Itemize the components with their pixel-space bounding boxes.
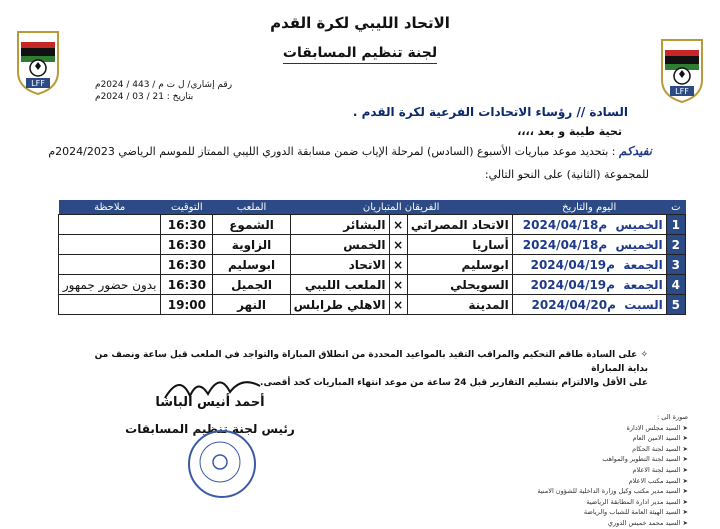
stadium: الزاوية <box>213 235 290 255</box>
vs-symbol: × <box>389 215 407 235</box>
table-header-row <box>59 200 686 215</box>
bullet-icon: ➤ <box>682 476 688 485</box>
bullet-icon: ➤ <box>682 518 688 527</box>
list-item: ➤ السيد لجنة الحكام <box>632 444 688 453</box>
official-stamp <box>188 430 256 498</box>
logo-text: LFF <box>675 87 689 96</box>
kickoff-time: 16:30 <box>161 275 213 295</box>
home-team: الاتحاد المصراتي <box>407 215 512 235</box>
vs-symbol: × <box>389 275 407 295</box>
bullet-icon: ➤ <box>682 487 688 496</box>
list-item: ➤ السيد الهيئة العامة للشباب والرياضة <box>583 508 688 517</box>
match-date: الخميس 2024/04/18م <box>512 215 666 235</box>
copies-list <box>528 412 688 529</box>
bullet-icon: ➤ <box>682 508 688 517</box>
instruction-line-2: على الأقل والالتزام بتسليم التقارير قبل 24 ساعة من موعد انتهاء المباريات كحد أقصى. <box>260 378 648 388</box>
list-item: ➤ السيد مدير ادارة المطابقة الرياضية <box>586 497 688 506</box>
signatory-title: رئيس لجنة تنظيم المسابقات <box>125 422 295 436</box>
match-date: الخميس 2024/04/18م <box>512 235 666 255</box>
list-item: ➤ السيد محمد خميس الدوري <box>607 518 688 527</box>
bullet-icon: ➤ <box>682 444 688 453</box>
match-number: 3 <box>666 255 685 275</box>
bullet-icon: ✧ <box>640 350 648 360</box>
away-team: البشائر <box>290 215 389 235</box>
addressee: السادة // رؤساء الاتحادات الفرعية لكرة القدم . <box>352 105 628 119</box>
match-schedule-table <box>58 200 686 315</box>
reference-number: رقم إشاري/ ل ت م / 443 / 2024م <box>95 80 233 90</box>
vs-symbol: × <box>389 255 407 275</box>
away-team: الملعب الليبي <box>290 275 389 295</box>
match-note <box>59 235 161 255</box>
col-teams: الفريقان المتباريان <box>290 200 512 215</box>
home-team: المدينة <box>407 295 512 315</box>
home-team: أساريا <box>407 235 512 255</box>
bullet-icon: ➤ <box>682 423 688 432</box>
stadium: النهر <box>213 295 290 315</box>
col-time: التوقيت <box>161 200 213 215</box>
away-team: الخمس <box>290 235 389 255</box>
col-num: ت <box>666 200 685 215</box>
greeting: تحية طيبة و بعد ،،،، <box>517 125 622 138</box>
list-item: ➤ السيد مدير مكتب وكيل وزارة الداخلية للشؤون الامنية <box>537 487 688 496</box>
away-team: الاتحاد <box>290 255 389 275</box>
bullet-icon: ➤ <box>682 434 688 443</box>
table-row <box>59 235 686 255</box>
body-line-1: نفيدكم : بتحديد موعد مباريات الأسبوع (السادس) لمرحلة الإياب ضمن مسابقة الدوري الليبي الممتاز للموسم الرياضي 2024/2023م <box>48 144 652 158</box>
table-row <box>59 215 686 235</box>
col-note: ملاحظة <box>59 200 161 215</box>
vs-symbol: × <box>389 295 407 315</box>
match-number: 5 <box>666 295 685 315</box>
instruction-line-1: ✧ على السادة طاقم التحكيم والمراقب التقيد بالمواعيد المحددة من انطلاق المباراة والتواجد في الملعب قبل ساعة ونصف من بداية المباراة <box>94 350 648 374</box>
copies-heading: صورة الى : <box>657 413 688 421</box>
list-item: ➤ السيد الامين العام <box>632 434 688 443</box>
federation-title: الاتحاد الليبي لكرة القدم <box>270 14 450 32</box>
list-item: ➤ السيد لجنة التطوير والمواهب <box>602 455 688 464</box>
away-team: الاهلي طرابلس <box>290 295 389 315</box>
letter-date: بتاريخ : 21 / 03 / 2024م <box>95 92 194 102</box>
body-line-2: للمجموعة (الثانية) على النحو التالي: <box>484 168 649 181</box>
match-note <box>59 255 161 275</box>
table-row <box>59 295 686 315</box>
bullet-icon: ➤ <box>682 465 688 474</box>
kickoff-time: 16:30 <box>161 255 213 275</box>
col-stadium: الملعب <box>213 200 290 215</box>
kickoff-time: 16:30 <box>161 235 213 255</box>
match-note <box>59 295 161 315</box>
list-item: ➤ السيد مكتب الاعلام <box>628 476 688 485</box>
match-date: الجمعة 2024/04/19م <box>512 275 666 295</box>
home-team: ابوسليم <box>407 255 512 275</box>
match-date: السبت 2024/04/20م <box>512 295 666 315</box>
signatory-name: أحمد أنيس الباشا <box>155 395 265 410</box>
match-number: 4 <box>666 275 685 295</box>
lff-logo-left <box>12 28 64 96</box>
match-note <box>59 215 161 235</box>
kickoff-time: 16:30 <box>161 215 213 235</box>
stadium: الشموع <box>213 215 290 235</box>
list-item: ➤ السيد مجلس الادارة <box>626 423 688 432</box>
stadium: ابوسليم <box>213 255 290 275</box>
stadium: الجميل <box>213 275 290 295</box>
list-item: ➤ السيد لجنة الاعلام <box>632 465 688 474</box>
match-number: 2 <box>666 235 685 255</box>
match-number: 1 <box>666 215 685 235</box>
home-team: السويحلي <box>407 275 512 295</box>
bullet-icon: ➤ <box>682 497 688 506</box>
match-note: بدون حضور جمهور <box>59 275 161 295</box>
table-row <box>59 255 686 275</box>
vs-symbol: × <box>389 235 407 255</box>
kickoff-time: 19:00 <box>161 295 213 315</box>
match-date: الجمعة 2024/04/19م <box>512 255 666 275</box>
bullet-icon: ➤ <box>682 455 688 464</box>
logo-text: LFF <box>31 79 45 88</box>
committee-title: لجنة تنظيم المسابقات <box>0 45 720 61</box>
col-date: اليوم والتاريخ <box>512 200 666 215</box>
table-row <box>59 275 686 295</box>
